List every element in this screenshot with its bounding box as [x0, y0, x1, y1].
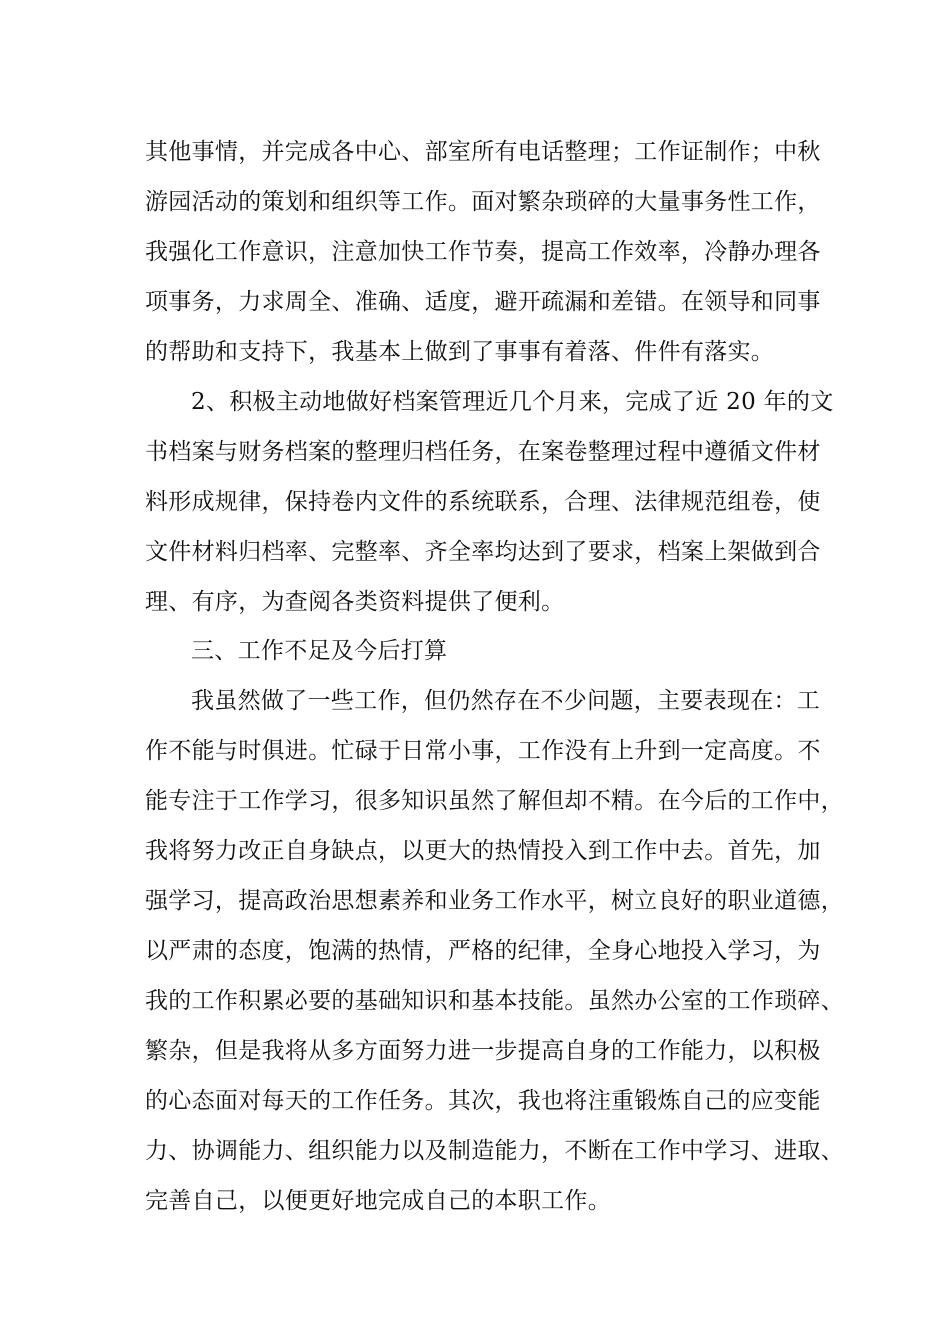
text-line: 我的工作积累必要的基础知识和基本技能。虽然办公室的工作琐碎、 [145, 988, 844, 1014]
text-line: 作不能与时俱进。忙碌于日常小事，工作没有上升到一定高度。不 [145, 738, 821, 764]
paragraph-start-line: 我虽然做了一些工作，但仍然存在不少问题，主要表现在：工 [191, 688, 821, 714]
text-line: 文件材料归档率、完整率、齐全率均达到了要求，档案上架做到合 [145, 539, 821, 565]
text-line: 游园活动的策划和组织等工作。面对繁杂琐碎的大量事务性工作， [145, 189, 821, 215]
text-line: 的心态面对每天的工作任务。其次，我也将注重锻炼自己的应变能 [145, 1088, 821, 1114]
text-line: 完善自己，以便更好地完成自己的本职工作。 [145, 1188, 611, 1214]
section-heading: 三、工作不足及今后打算 [191, 638, 448, 664]
text-line: 能专注于工作学习，很多知识虽然了解但却不精。在今后的工作中， [145, 788, 844, 814]
text-line: 强学习，提高政治思想素养和业务工作水平，树立良好的职业道德， [145, 888, 844, 914]
text-line: 繁杂，但是我将从多方面努力进一步提高自身的工作能力，以积极 [145, 1038, 821, 1064]
text-line: 的帮助和支持下，我基本上做到了事事有着落、件件有落实。 [145, 339, 775, 365]
text-line: 其他事情，并完成各中心、部室所有电话整理；工作证制作；中秋 [145, 139, 821, 165]
paragraph-start-line: 2、积极主动地做好档案管理近几个月来，完成了近 20 年的文 [191, 389, 834, 415]
text-line: 理、有序，为查阅各类资料提供了便利。 [145, 589, 565, 615]
text-line: 料形成规律，保持卷内文件的系统联系，合理、法律规范组卷，使 [145, 489, 821, 515]
text-line: 项事务，力求周全、准确、适度，避开疏漏和差错。在领导和同事 [145, 289, 821, 315]
text-line: 书档案与财务档案的整理归档任务，在案卷整理过程中遵循文件材 [145, 439, 821, 465]
text-line: 我强化工作意识，注意加快工作节奏，提高工作效率，冷静办理各 [145, 239, 821, 265]
text-line: 我将努力改正自身缺点，以更大的热情投入到工作中去。首先，加 [145, 838, 821, 864]
text-line: 以严肃的态度，饱满的热情，严格的纪律，全身心地投入学习，为 [145, 938, 821, 964]
text-line: 力、协调能力、组织能力以及制造能力，不断在工作中学习、进取、 [145, 1138, 844, 1164]
